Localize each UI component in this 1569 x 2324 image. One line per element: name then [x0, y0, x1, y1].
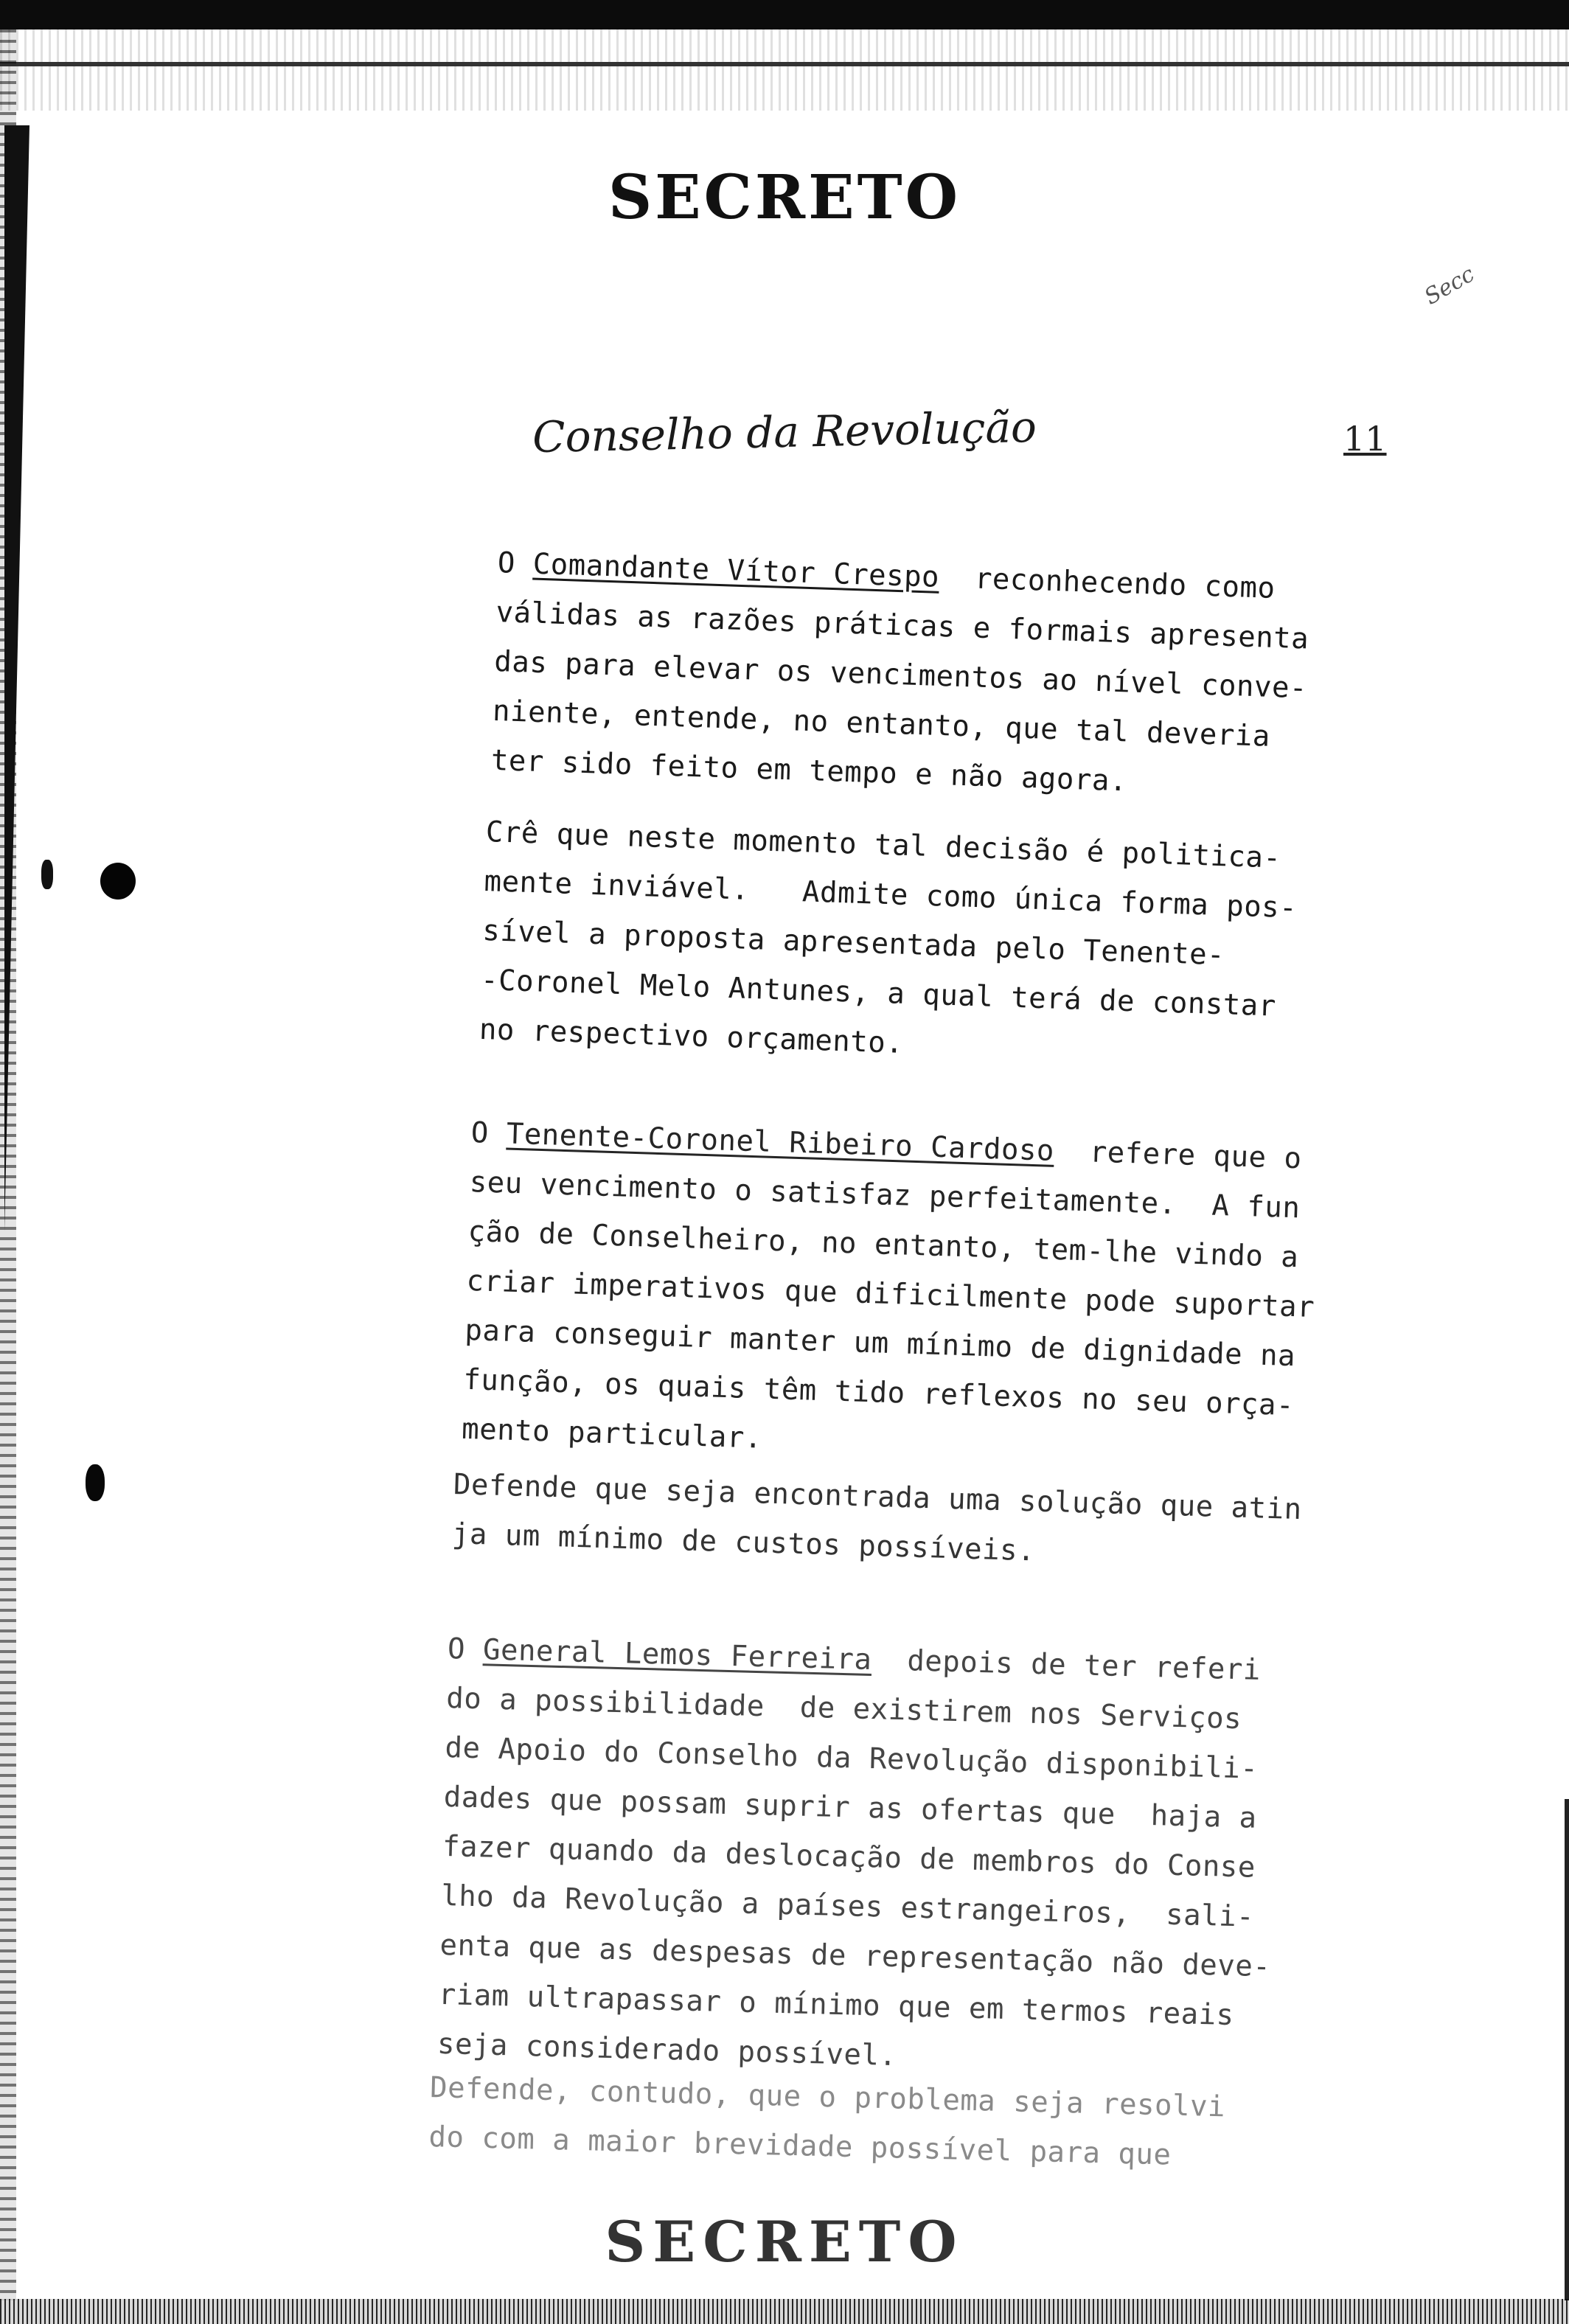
classification-stamp-top: SECRETO [608, 162, 961, 233]
scan-left-shadow [4, 125, 55, 1231]
handwritten-heading: Conselho da Revolução [532, 401, 1037, 463]
paragraph-cardoso-continued [451, 1460, 1303, 1584]
paragraph-text: Crê que neste momento tal decisão é politica- mente inviável. Admite como única forma pos- sível a proposta apresentada pelo Tenente- -Coronel Melo Antunes, a qual terá de constar no respectivo orçamento. [479, 815, 1298, 1060]
classification-stamp-bottom: SECRETO [605, 2209, 964, 2275]
paragraph-intro: O [470, 1116, 507, 1151]
speaker-name: Comandante Vítor Crespo [532, 547, 940, 594]
paragraph-text: Defende que seja encontrada uma solução que atin ja um mínimo de custos possíveis. [451, 1467, 1303, 1568]
paragraph-text: refere que o seu vencimento o satisfaz perfeitamente. A fun ção de Conselheiro, no entanto, tem-lhe vindo a criar imperativos que dificilmente pode suportar para conseguir manter um mínimo de dignidade na função, os quais têm tido reflexos no seu orça- mento particular. [461, 1134, 1315, 1455]
scan-top-border [0, 0, 1569, 29]
binder-mark [41, 860, 53, 889]
punch-hole [100, 863, 136, 900]
paragraph-ferreira [436, 1624, 1278, 2090]
paragraph-text: depois de ter referi do a possibilidade de existirem nos Serviços de Apoio do Conselho da Revolução disponibili- dades que possam suprir as ofertas que haja a fazer quando da deslocação de membros do Conse lho da Revolução a países estrangeiros, sali- enta que as despesas de representação não deve- riam ultrapassar o mínimo que em termos reais seja considerado possível. [436, 1643, 1271, 2073]
paragraph-ferreira-continued [428, 2063, 1226, 2181]
paragraph-crespo-continued [479, 807, 1300, 1081]
paragraph-intro: O [447, 1632, 484, 1667]
paragraph-intro: O [497, 546, 534, 581]
speaker-name: General Lemos Ferreira [482, 1633, 873, 1677]
paragraph-cardoso [461, 1108, 1320, 1481]
corner-handwritten-mark: Secc [1420, 261, 1479, 310]
paragraph-text: reconhecendo como válidas as razões práticas e formais apresenta das para elevar os vencimentos ao nível conve- niente, entende, no entanto, que tal deveria ter sido feito em tempo e não agora. [490, 560, 1309, 799]
punch-hole-lower [86, 1464, 105, 1501]
scan-bottom-border [0, 2299, 1569, 2324]
page-number: 11 [1343, 419, 1387, 459]
paragraph-text: Defende, contudo, que o problema seja resolvi do com a maior brevidade possível para que [428, 2070, 1226, 2172]
paragraph-crespo [490, 538, 1312, 812]
scan-top-line [0, 62, 1569, 66]
scan-top-noise [0, 29, 1569, 111]
speaker-name: Tenente-Coronel Ribeiro Cardoso [506, 1117, 1055, 1168]
